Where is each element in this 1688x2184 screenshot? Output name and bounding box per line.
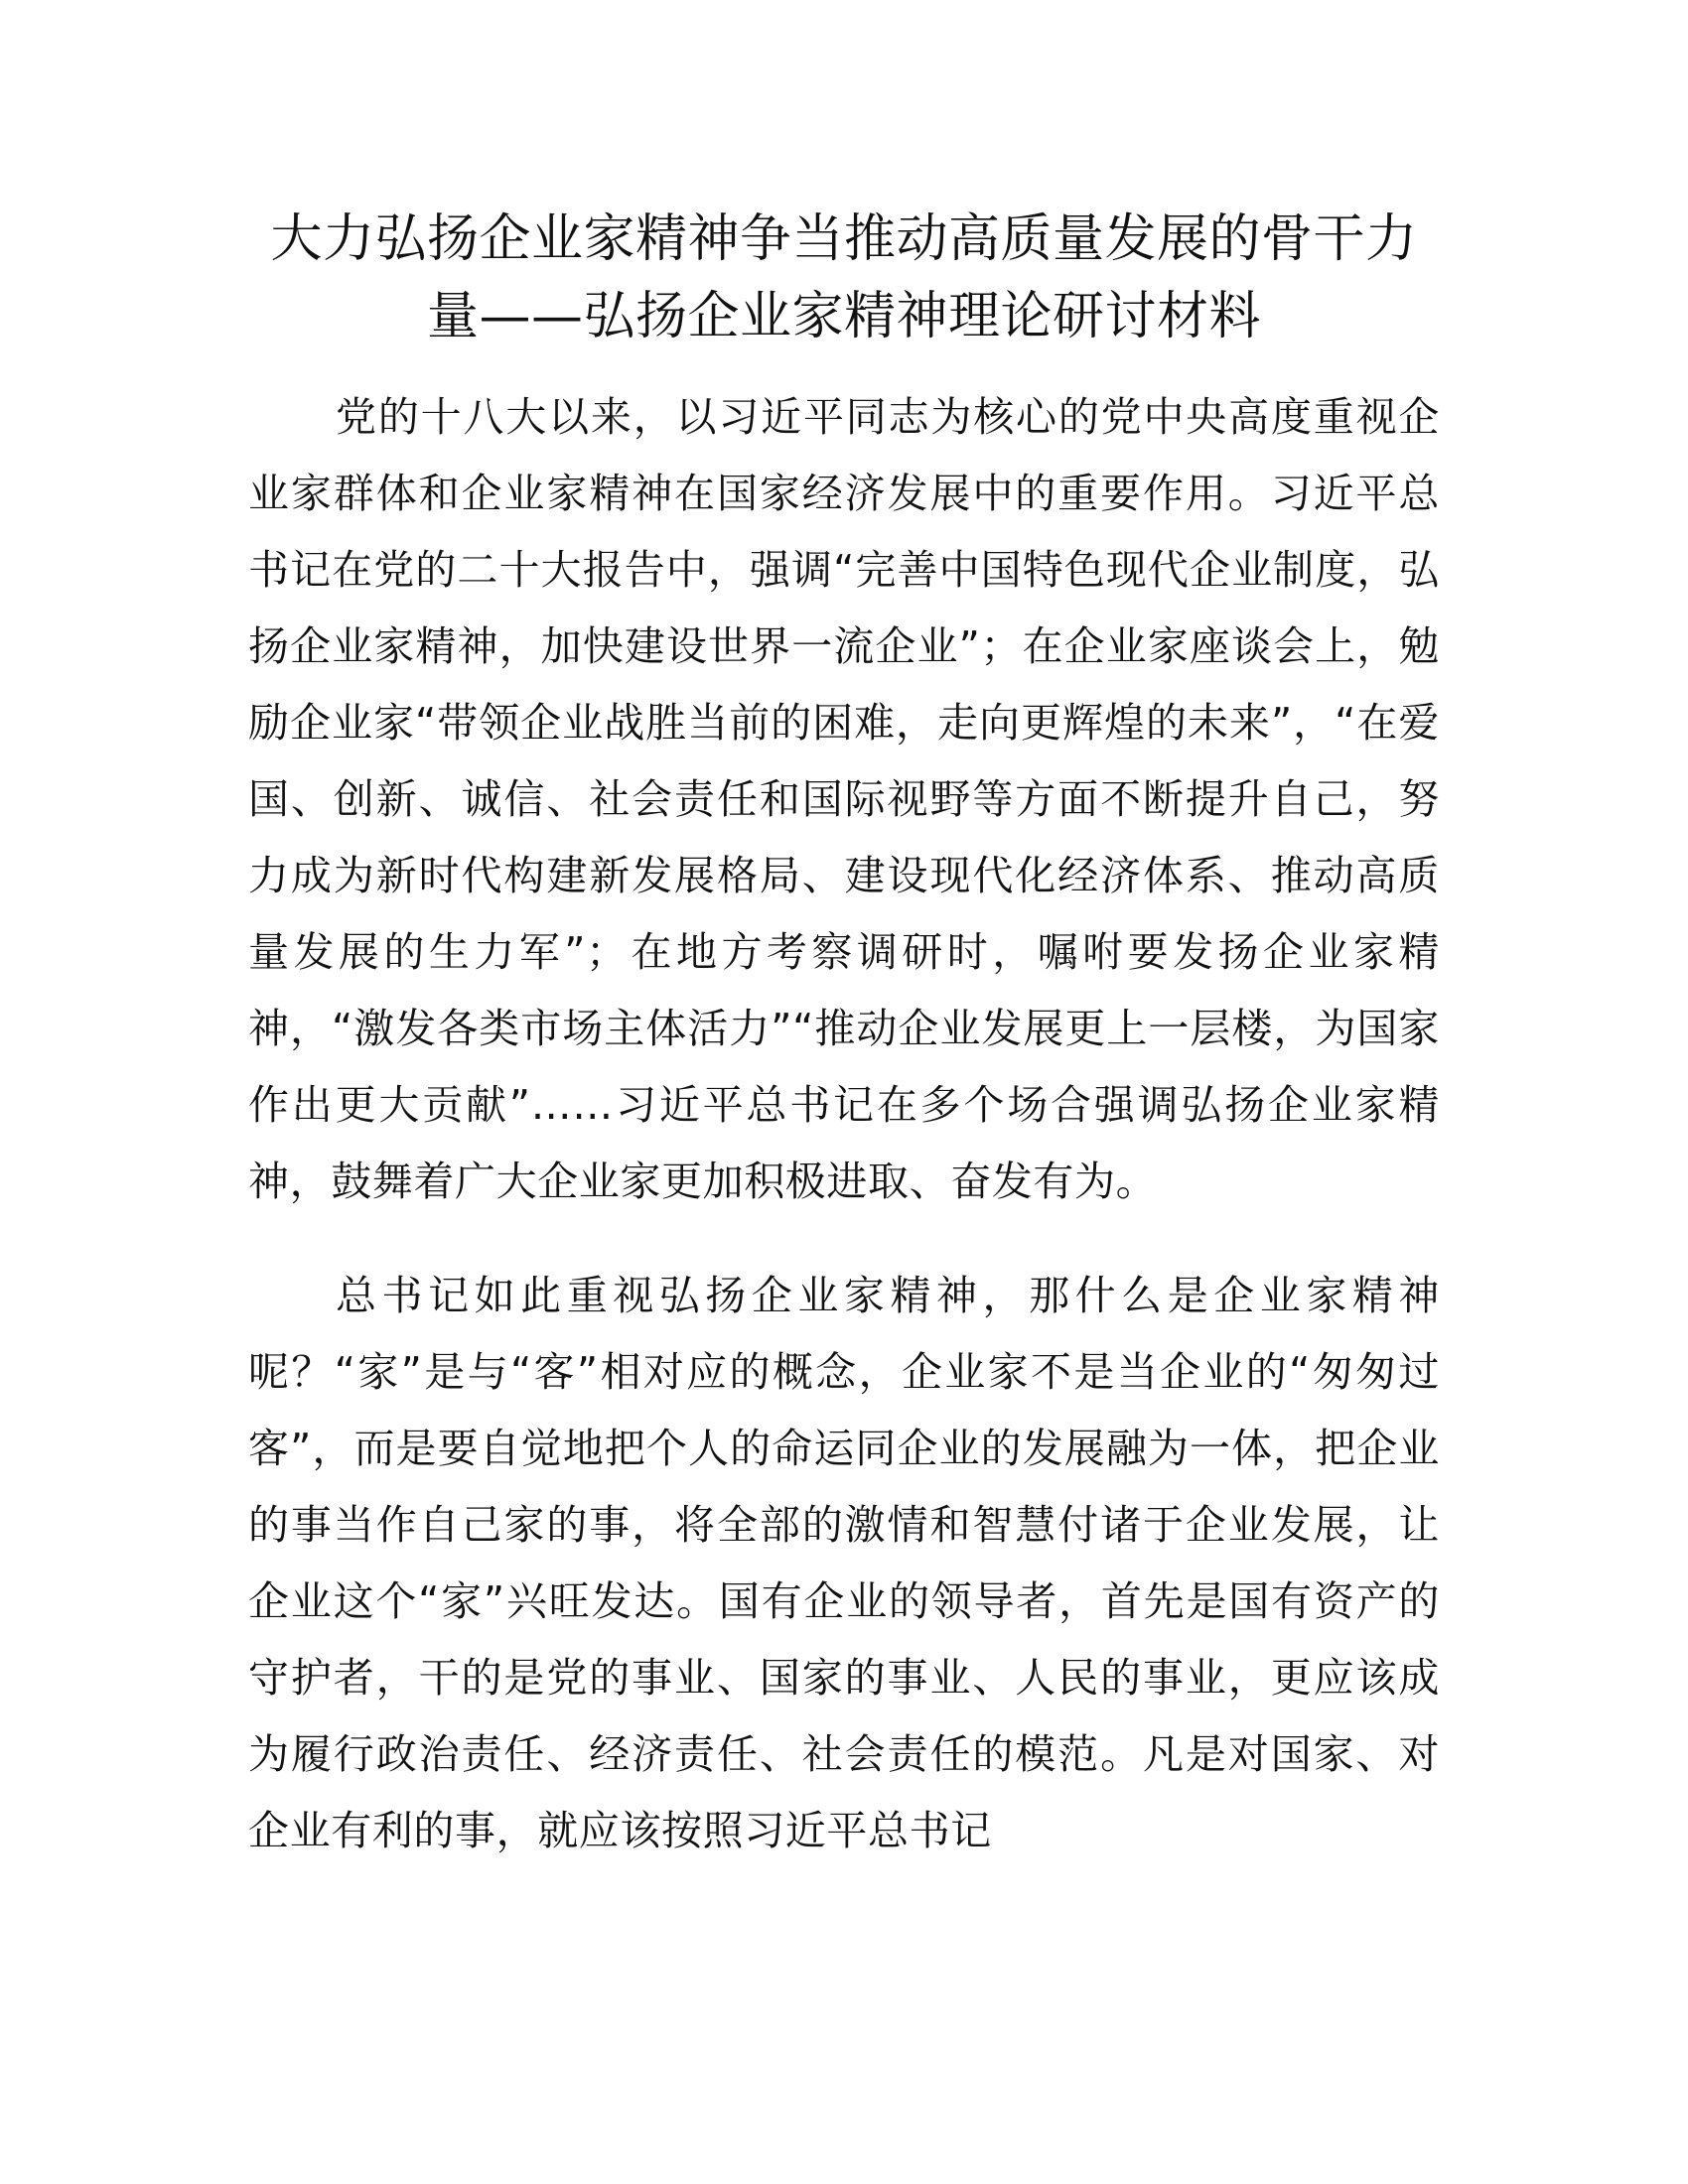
document-body <box>248 379 1440 1907</box>
body-paragraph-1: 党的十八大以来，以习近平同志为核心的党中央高度重视企业家群体和企业家精神在国家经济发展中的重要作用。习近平总书记在党的二十大报告中，强调“完善中国特色现代企业制度，弘扬企业家精神，加快建设世界一流企业”；在企业家座谈会上，勉励企业家“带领企业战胜当前的困难，走向更辉煌的未来”，“在爱国、创新、诚信、社会责任和国际视野等方面不断提升自己，努力成为新时代构建新发展格局、建设现代化经济体系、推动高质量发展的生力军”；在地方考察调研时，嘱咐要发扬企业家精神，“激发各类市场主体活力”“推动企业发展更上一层楼，为国家作出更大贡献”……习近平总书记在多个场合强调弘扬企业家精神，鼓舞着广大企业家更加积极进取、奋发有为。 <box>248 393 1440 1205</box>
body-paragraph-2: 总书记如此重视弘扬企业家精神，那什么是企业家精神呢？“家”是与“客”相对应的概念，企业家不是当企业的“匆匆过客”，而是要自觉地把个人的命运同企业的发展融为一体，把企业的事当作自己家的事，将全部的激情和智慧付诸于企业发展，让企业这个“家”兴旺发达。国有企业的领导者，首先是国有资产的守护者，干的是党的事业、国家的事业、人民的事业，更应该成为履行政治责任、经济责任、社会责任的模范。凡是对国家、对企业有利的事，就应该按照习近平总书记 <box>248 1272 1440 1854</box>
document-title: 大力弘扬企业家精神争当推动高质量发展的骨干力量——弘扬企业家精神理论研讨材料 <box>270 209 1418 346</box>
